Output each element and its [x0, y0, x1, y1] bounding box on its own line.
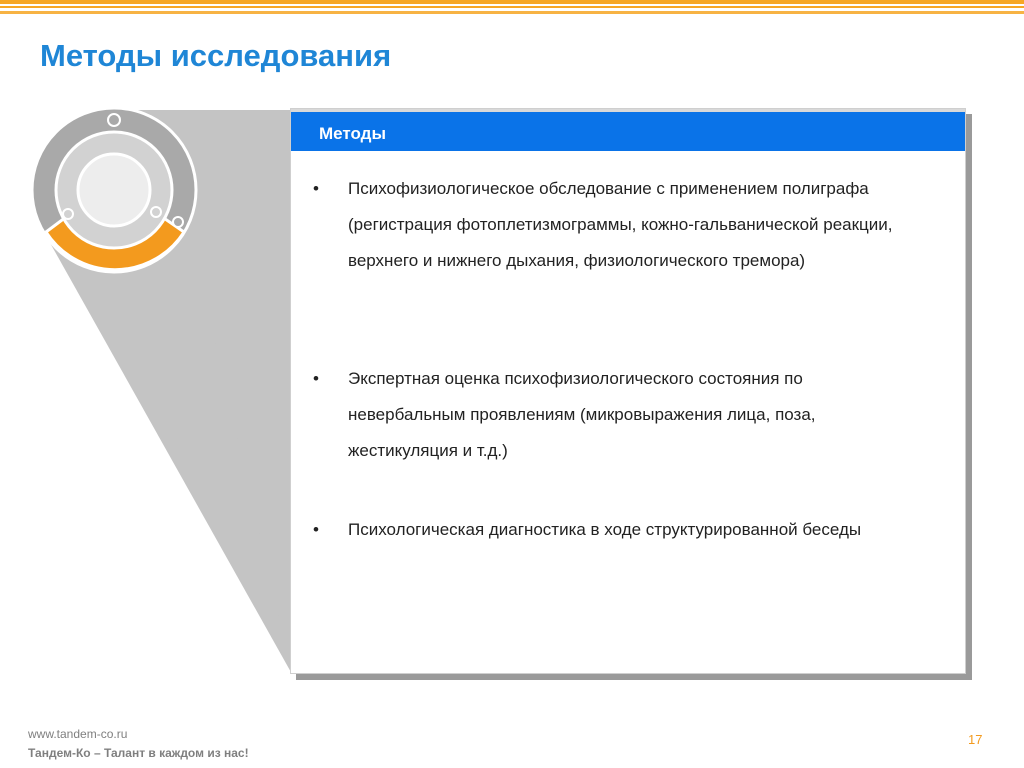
page-number: 17 [968, 732, 983, 747]
list-item-text: Психофизиологическое обследование с применением полиграфа (регистрация фотоплетизмограммы, кожно-гальванической реакции, верхнего и нижнего дыхания, физиологического тремора) [348, 179, 893, 270]
inner-circle [78, 154, 150, 226]
slide-title: Методы исследования [40, 38, 392, 73]
puzzle-notch [108, 114, 120, 126]
panel-header [291, 109, 965, 151]
footer-tagline: Тандем-Ко – Талант в каждом из нас! [28, 746, 249, 760]
footer-url: www.tandem-co.ru [28, 727, 128, 741]
bullet-icon: • [313, 179, 319, 198]
panel-header-label: Методы [319, 124, 386, 143]
bullet-icon: • [313, 369, 319, 388]
list-item-text: Экспертная оценка психофизиологического состояния по невербальным проявлениям (микровыражения лица, поза, жестикуляция и т.д.) [348, 369, 816, 460]
methods-panel [290, 108, 966, 674]
puzzle-notch [151, 207, 161, 217]
puzzle-notch [63, 209, 73, 219]
bullet-icon: • [313, 520, 319, 539]
puzzle-notch [173, 217, 183, 227]
list-item-text: Психологическая диагностика в ходе структурированной беседы [348, 520, 862, 539]
